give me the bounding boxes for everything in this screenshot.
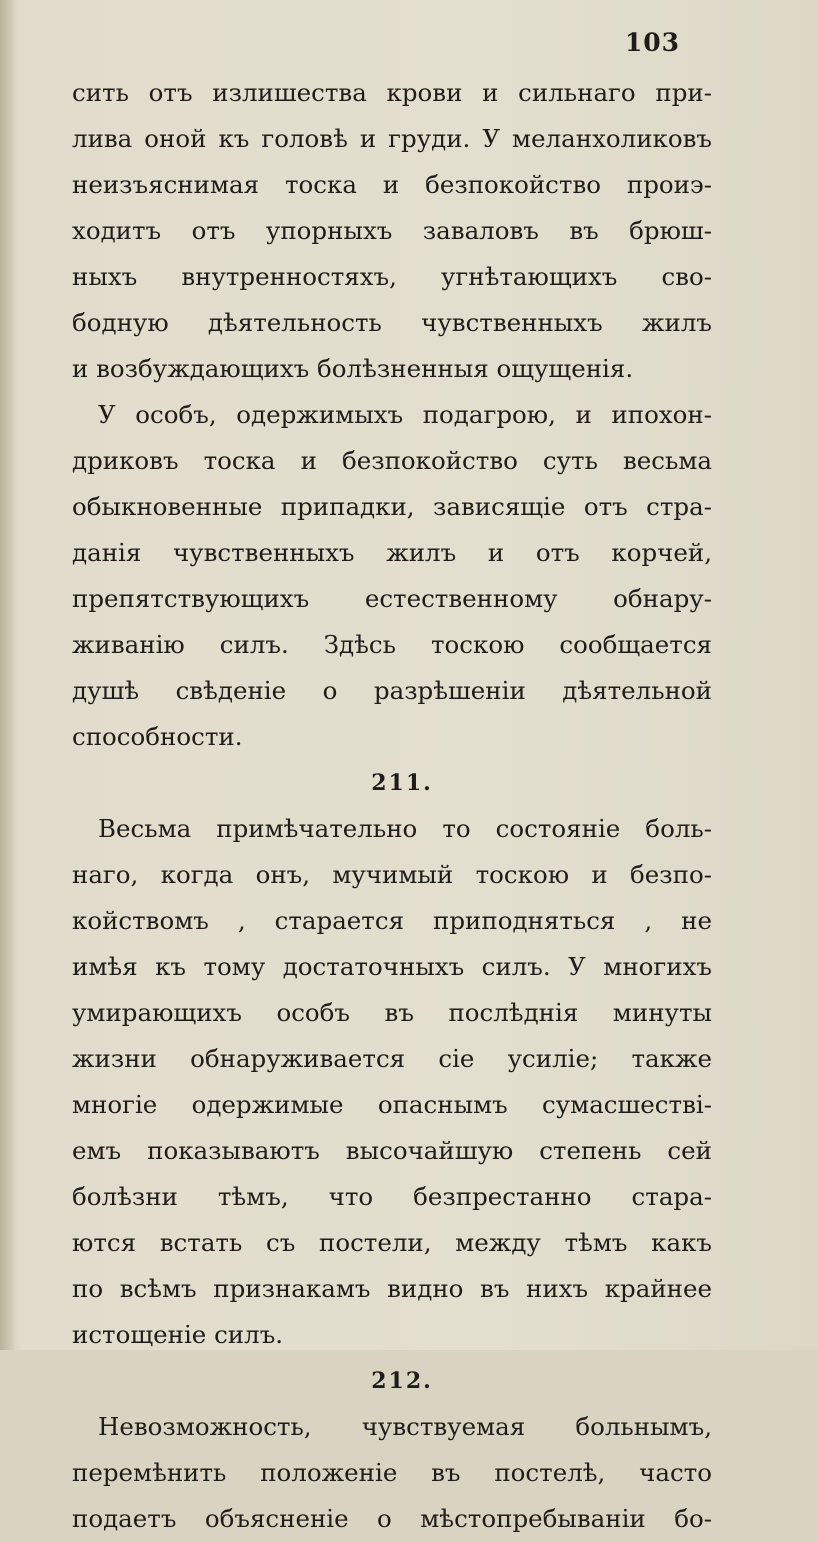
text-line: сить отъ излишества крови и сильнаго при- (72, 78, 712, 107)
text-line: по всѣмъ признакамъ видно въ нихъ крайнее (72, 1274, 712, 1303)
text-line: обыкновенные припадки, зависящіе отъ стра- (72, 492, 712, 521)
paragraph-gout (72, 392, 712, 760)
paragraph-continued (72, 70, 712, 392)
text-line: лива оной къ головѣ и груди. У меланхоликовъ (72, 124, 712, 153)
section-number-212: 212. (371, 1368, 433, 1394)
text-line: и возбуждающихъ болѣзненныя ощущенія. (72, 354, 634, 383)
text-line: подаетъ объясненіе о мѣстопребываніи бо- (72, 1504, 712, 1533)
text-line: истощеніе силъ. (72, 1320, 284, 1349)
text-line: Невозможность, чувствуемая больнымъ, (98, 1412, 712, 1441)
section-number-211: 211. (371, 770, 433, 796)
text-line: ходитъ отъ упорныхъ заваловъ въ брюш- (72, 216, 712, 245)
text-line: перемѣнить положеніе въ постелѣ, часто (72, 1458, 712, 1487)
text-line: препятствующихъ естественному обнару- (72, 584, 712, 613)
section-211-paragraph (72, 806, 712, 1358)
page-number: 103 (624, 28, 680, 57)
page-text (72, 70, 712, 1542)
text-line: У особъ, одержимыхъ подагрою, и ипохон- (98, 400, 712, 429)
text-line: койствомъ , старается приподняться , не (72, 906, 712, 935)
text-line: ются встать съ постели, между тѣмъ какъ (72, 1228, 712, 1257)
text-line: способности. (72, 722, 243, 751)
text-line: болѣзни тѣмъ, что безпрестанно стара- (72, 1182, 712, 1211)
text-line: неизъяснимая тоска и безпокойство проиэ- (72, 170, 712, 199)
text-line: дриковъ тоска и безпокойство суть весьма (72, 446, 712, 475)
text-line: умирающихъ особъ въ послѣднія минуты (72, 998, 712, 1027)
text-line: живанію силъ. Здѣсь тоскою сообщается (72, 630, 712, 659)
text-line: наго, когда онъ, мучимый тоскою и безпо- (72, 860, 712, 889)
text-line: данія чувственныхъ жилъ и отъ корчей, (72, 538, 712, 567)
text-line: многіе одержимые опаснымъ сумасшестві- (72, 1090, 712, 1119)
text-line: емъ показываютъ высочайшую степень сей (72, 1136, 712, 1165)
text-line: душѣ свѣденіе о разрѣшеніи дѣятельной (72, 676, 712, 705)
text-line: жизни обнаруживается сіе усиліе; также (72, 1044, 712, 1073)
page-gutter-edge (0, 0, 14, 1350)
text-line: Весьма примѣчательно то состояніе боль- (98, 814, 712, 843)
text-line: ныхъ внутренностяхъ, угнѣтающихъ сво- (72, 262, 712, 291)
text-line: бодную дѣятельность чувственныхъ жилъ (72, 308, 712, 337)
section-212-paragraph (72, 1404, 712, 1542)
text-line: имѣя къ тому достаточныхъ силъ. У многихъ (72, 952, 712, 981)
